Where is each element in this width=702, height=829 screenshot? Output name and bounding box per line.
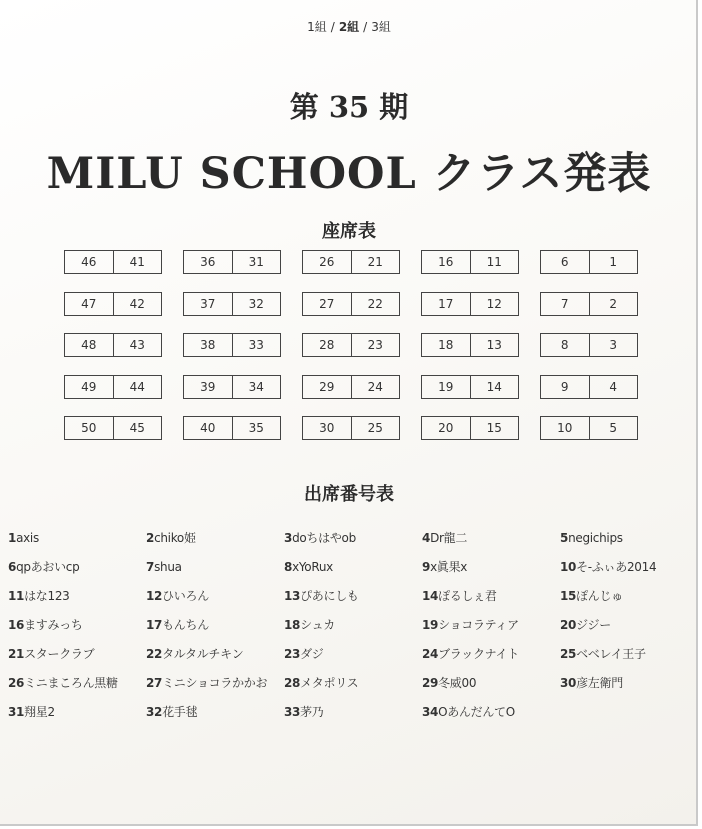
seat-number: 19: [438, 379, 454, 394]
roster-name: ひいろん: [162, 589, 209, 603]
seat-number: 28: [319, 338, 335, 352]
seat-number: 1: [589, 251, 638, 273]
roster-number: 3: [284, 531, 293, 545]
roster-number: 25: [560, 647, 577, 661]
roster-number: 24: [422, 647, 439, 661]
seat-number: 25: [351, 417, 400, 439]
seat-number: 14: [470, 376, 519, 398]
roster-name: 彦左衛門: [576, 676, 623, 690]
roster-item: [284, 557, 422, 577]
seating-title: 座席表: [322, 221, 376, 242]
roster-item: [560, 528, 698, 548]
seat-number: 12: [470, 293, 519, 315]
seat-number: 50: [81, 421, 97, 435]
roster-number: 19: [422, 618, 439, 632]
roster-number: 13: [284, 589, 301, 603]
roster-item: [8, 702, 146, 722]
roster-item: [422, 644, 560, 664]
seat-desk: [421, 292, 519, 316]
seat-desk: [183, 333, 281, 357]
roster-item: [422, 702, 560, 722]
roster-item: [284, 528, 422, 548]
seat-number: 3: [589, 334, 638, 356]
seat-number: 4: [589, 376, 638, 398]
seating-chart: [64, 250, 640, 442]
roster-title: 出席番号表: [304, 484, 394, 505]
roster-number: 17: [146, 618, 163, 632]
roster-name: そ-ふぃあ2014: [576, 560, 657, 574]
seat-number: 23: [351, 334, 400, 356]
seat-desk: [183, 250, 281, 274]
seat-number: 13: [470, 334, 519, 356]
roster-number: 5: [560, 531, 569, 545]
seat-number: 31: [232, 251, 281, 273]
seat-number: 48: [81, 338, 97, 352]
roster-name: negichips: [568, 531, 623, 545]
seat-desk: [421, 250, 519, 274]
seat-number: 38: [200, 338, 216, 352]
seat-number: 42: [113, 293, 162, 315]
roster-item: [560, 644, 698, 664]
roster-item: [8, 586, 146, 606]
roster-item: [284, 673, 422, 693]
roster-number: 4: [422, 531, 431, 545]
roster-number: 6: [8, 560, 17, 574]
seat-desk: [421, 333, 519, 357]
roster-item: [422, 673, 560, 693]
seat-number: 36: [200, 255, 216, 269]
roster-name: 茅乃: [300, 705, 324, 719]
seat-number: 7: [560, 296, 569, 311]
roster-name: ぽるしぇ君: [438, 589, 497, 603]
seat-desk: [421, 416, 519, 440]
seat-number: 37: [200, 296, 216, 311]
main-title: MILU SCHOOL クラス発表: [46, 149, 652, 199]
roster-item: [8, 644, 146, 664]
roster-item: [560, 586, 698, 606]
roster-number: 32: [146, 705, 163, 719]
roster-number: 27: [146, 676, 163, 690]
roster-number: 21: [8, 647, 25, 661]
roster-name: x眞果x: [430, 560, 468, 574]
roster-name: 翔星2: [24, 705, 55, 719]
roster-number: 15: [560, 589, 577, 603]
seat-desk: [64, 250, 162, 274]
roster-name: axis: [16, 531, 39, 545]
seat-number: 24: [351, 376, 400, 398]
roster-name: ミニまころん黒糖: [24, 676, 118, 690]
seat-desk: [302, 375, 400, 399]
roster-number: 7: [146, 560, 155, 574]
roster-number: 26: [8, 676, 25, 690]
roster-number: 18: [284, 618, 301, 632]
class-nav-separator: /: [363, 20, 368, 34]
seat-desk: [302, 416, 400, 440]
roster-item: [8, 528, 146, 548]
roster-name: ベベレイ王子: [576, 647, 646, 661]
roster-name: OあんだんてO: [438, 705, 515, 719]
roster-item: [146, 557, 284, 577]
seat-desk: [64, 416, 162, 440]
roster-name: ミニショコラかかお: [162, 676, 268, 690]
roster-name: ダジ: [300, 647, 324, 661]
roster-name: shua: [154, 560, 182, 574]
class-nav: [0, 18, 698, 35]
roster-name: ブラックナイト: [438, 647, 519, 661]
seat-number: 17: [438, 296, 454, 311]
roster-number: 10: [560, 560, 577, 574]
roster-item: [284, 615, 422, 635]
roster-item: [146, 615, 284, 635]
roster-item: [8, 557, 146, 577]
roster-number: 28: [284, 676, 301, 690]
seat-number: 34: [232, 376, 281, 398]
roster-item: [284, 586, 422, 606]
roster-name: はな123: [24, 589, 70, 603]
roster-item: [560, 673, 698, 693]
roster-number: 31: [8, 705, 25, 719]
roster-list: [8, 528, 698, 722]
roster-item: [284, 644, 422, 664]
roster-name: ぽんじゅ: [576, 589, 623, 603]
roster-name: スタークラブ: [24, 647, 95, 661]
seat-desk: [183, 416, 281, 440]
roster-item: [422, 528, 560, 548]
roster-name: xYoRux: [292, 560, 333, 574]
roster-item: [146, 644, 284, 664]
roster-item: [8, 673, 146, 693]
seat-number: 22: [351, 293, 400, 315]
roster-number: 23: [284, 647, 301, 661]
seat-number: 27: [319, 296, 335, 311]
class-tab-3[interactable]: 3組: [371, 20, 391, 34]
roster-item: [8, 615, 146, 635]
seat-number: 9: [560, 379, 569, 394]
seat-number: 32: [232, 293, 281, 315]
roster-item: [284, 702, 422, 722]
seat-desk: [183, 292, 281, 316]
roster-number: 34: [422, 705, 439, 719]
roster-number: 8: [284, 560, 293, 574]
class-tab-2[interactable]: 2組: [338, 20, 360, 34]
seat-number: 26: [319, 255, 335, 269]
seat-desk: [302, 292, 400, 316]
seat-desk: [64, 333, 162, 357]
seat-number: 46: [81, 255, 97, 269]
seat-number: 5: [589, 417, 638, 439]
seat-desk: [64, 292, 162, 316]
seat-number: 16: [438, 255, 454, 269]
roster-number: 30: [560, 676, 577, 690]
seat-number: 41: [113, 251, 162, 273]
roster-number: 12: [146, 589, 163, 603]
roster-name: 花手毬: [162, 705, 198, 719]
roster-name: シュカ: [300, 618, 335, 632]
roster-name: タルタルチキン: [162, 647, 244, 661]
seat-number: 18: [438, 338, 454, 352]
roster-number: 20: [560, 618, 577, 632]
roster-name: doちはやob: [292, 531, 356, 545]
roster-item: [146, 586, 284, 606]
seat-number: 49: [81, 379, 97, 394]
roster-number: 14: [422, 589, 439, 603]
roster-item: [422, 557, 560, 577]
roster-name: ジジー: [576, 618, 611, 632]
seat-number: 21: [351, 251, 400, 273]
roster-item: [560, 557, 698, 577]
seat-number: 6: [560, 255, 569, 269]
roster-number: 2: [146, 531, 155, 545]
seat-number: 15: [470, 417, 519, 439]
seat-number: 11: [470, 251, 519, 273]
seat-number: 45: [113, 417, 162, 439]
roster-name: qpあおいcp: [16, 560, 80, 574]
seat-number: 43: [113, 334, 162, 356]
seat-number: 29: [319, 379, 335, 394]
seat-desk: [540, 416, 638, 440]
seat-desk: [421, 375, 519, 399]
roster-number: 16: [8, 618, 25, 632]
roster-name: chiko姫: [154, 531, 196, 545]
seat-number: 20: [438, 421, 454, 435]
roster-name: ショコラティア: [438, 618, 519, 632]
seat-desk: [540, 333, 638, 357]
roster-number: 11: [8, 589, 25, 603]
roster-name: メタポリス: [300, 676, 359, 690]
roster-item: [560, 615, 698, 635]
seat-number: 47: [81, 296, 97, 311]
term-title: 第 35 期: [289, 90, 409, 124]
roster-number: 22: [146, 647, 163, 661]
seat-number: 2: [589, 293, 638, 315]
seat-desk: [302, 250, 400, 274]
seat-desk: [183, 375, 281, 399]
roster-number: 1: [8, 531, 17, 545]
roster-item: [146, 702, 284, 722]
seat-number: 39: [200, 379, 216, 394]
roster-number: 33: [284, 705, 301, 719]
seat-number: 10: [557, 421, 573, 435]
seat-desk: [540, 292, 638, 316]
roster-item: [146, 528, 284, 548]
class-nav-separator: /: [330, 20, 335, 34]
seat-desk: [540, 375, 638, 399]
seat-number: 40: [200, 421, 216, 435]
roster-item: [146, 673, 284, 693]
roster-name: ぴあにしも: [300, 589, 359, 603]
roster-number: 29: [422, 676, 439, 690]
class-tab-1[interactable]: 1組: [307, 20, 327, 34]
seat-desk: [302, 333, 400, 357]
roster-name: もんちん: [162, 618, 209, 632]
roster-item: [422, 586, 560, 606]
roster-name: ますみっち: [24, 618, 83, 632]
seat-desk: [540, 250, 638, 274]
seat-number: 8: [560, 338, 569, 352]
seat-number: 30: [319, 421, 335, 435]
seat-number: 33: [232, 334, 281, 356]
seat-number: 35: [232, 417, 281, 439]
roster-name: Dr龍二: [430, 531, 468, 545]
seat-desk: [64, 375, 162, 399]
roster-number: 9: [422, 560, 431, 574]
roster-item: [422, 615, 560, 635]
seat-number: 44: [113, 376, 162, 398]
roster-name: 冬威00: [438, 676, 477, 690]
